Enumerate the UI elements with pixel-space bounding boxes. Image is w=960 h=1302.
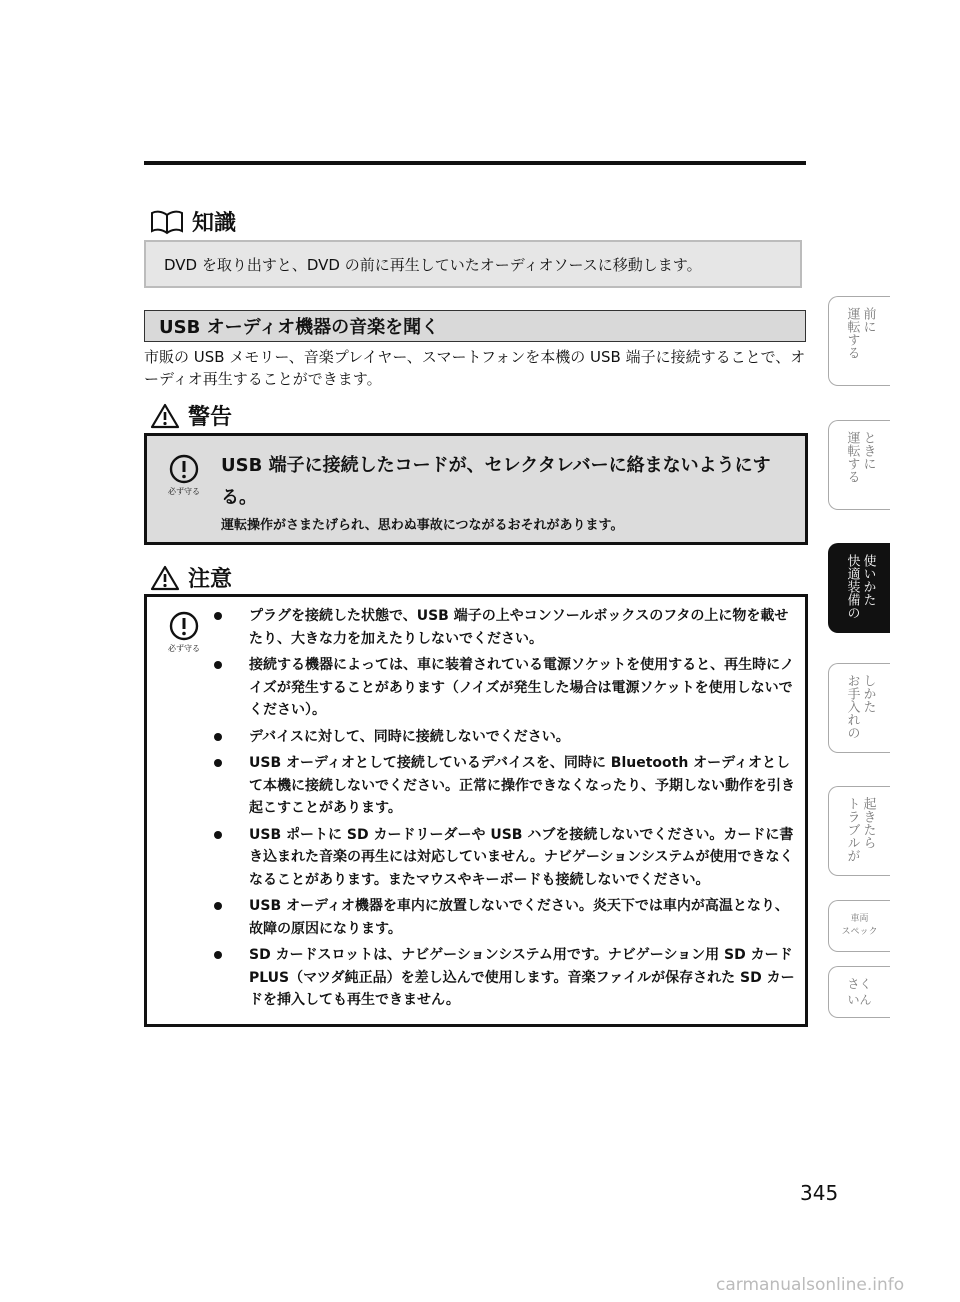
watermark: carmanualsonline.info	[716, 1275, 905, 1295]
knowledge-text: DVD を取り出すと、DVD の前に再生していたオーディオソースに移動します。	[164, 255, 702, 274]
bullet-icon	[214, 612, 222, 620]
warning-subtitle: 運転操作がさまたげられ、思わぬ事故につながるおそれがあります。	[221, 518, 624, 533]
warning-box	[144, 433, 808, 545]
list-item: プラグを接続した状態で、USB 端子の上やコンソールボックスのフタの上に物を載せたり、大きな力を加えたりしないでください。	[209, 605, 799, 650]
must-follow-badge	[159, 454, 209, 497]
usb-intro: 市販の USB メモリー、音楽プレイヤー、スマートフォンを本機の USB 端子に接続することで、オーディオ再生することができます。	[144, 348, 806, 388]
usb-section-heading	[144, 310, 806, 342]
top-rule	[144, 161, 806, 165]
warning-heading-text: 警告	[188, 405, 233, 430]
warning-triangle-icon	[150, 403, 180, 429]
knowledge-heading-text: 知識	[192, 211, 237, 236]
tab-troubleshooting[interactable]: トラブルが 起きたら	[828, 786, 890, 876]
must-follow-badge	[159, 611, 209, 654]
caution-heading	[150, 562, 232, 593]
tab-while-driving[interactable]: 運転する ときに	[828, 420, 890, 510]
bullet-icon	[214, 661, 222, 669]
knowledge-heading	[150, 206, 236, 237]
tab-comfort-equipment[interactable]: 快適装備の 使いかた	[828, 543, 890, 633]
list-item: USB オーディオ機器を車内に放置しないでください。炎天下では車内が高温となり、故障の原因になります。	[209, 895, 799, 940]
bullet-icon	[214, 902, 222, 910]
exclamation-circle-icon	[169, 454, 199, 484]
bullet-icon	[214, 733, 222, 741]
tab-maintenance[interactable]: お手入れの しかた	[828, 663, 890, 753]
warning-title: USB 端子に接続したコードが、セレクタレバーに絡まないようにする。	[221, 455, 771, 508]
caution-heading-text: 注意	[188, 567, 233, 592]
caution-triangle-icon	[150, 565, 180, 591]
page-number: 345	[800, 1181, 839, 1205]
list-item: USB オーディオとして接続しているデバイスを、同時に Bluetooth オーディオとして本機に接続しないでください。正常に操作できなくなったり、予期しない動作を引き起こすことがあります。	[209, 752, 799, 820]
list-item: USB ポートに SD カードリーダーや USB ハブを接続しないでください。カードに書き込まれた音楽の再生には対応していません。ナビゲーションシステムが使用できなくなることがあります。またマウスやキーボードも接続しないでください。	[209, 824, 799, 892]
bullet-icon	[214, 831, 222, 839]
caution-box	[144, 594, 808, 1027]
bullet-icon	[214, 951, 222, 959]
tab-vehicle-specs[interactable]: 車両 スペック	[828, 900, 890, 952]
book-icon	[150, 209, 184, 235]
list-item: SD カードスロットは、ナビゲーションシステム用です。ナビゲーション用 SD カード PLUS（マツダ純正品）を差し込んで使用します。音楽ファイルが保存された SD カードを挿入しても再生できません。	[209, 944, 799, 1012]
list-item: デバイスに対して、同時に接続しないでください。	[209, 726, 799, 749]
tab-index[interactable]: さく いん	[828, 966, 890, 1018]
exclamation-circle-icon	[169, 611, 199, 641]
warning-heading	[150, 400, 232, 431]
bullet-icon	[214, 759, 222, 767]
usb-heading-text: USB オーディオ機器の音楽を聞く	[159, 317, 440, 338]
must-follow-label: 必ず守る	[168, 487, 200, 496]
tab-before-driving[interactable]: 運転する 前に	[828, 296, 890, 386]
caution-list	[209, 605, 799, 1016]
knowledge-box	[144, 240, 802, 288]
must-follow-label: 必ず守る	[168, 644, 200, 653]
list-item: 接続する機器によっては、車に装着されている電源ソケットを使用すると、再生時にノイズが発生することがあります（ノイズが発生した場合は電源ソケットを使用しないでください）。	[209, 654, 799, 722]
